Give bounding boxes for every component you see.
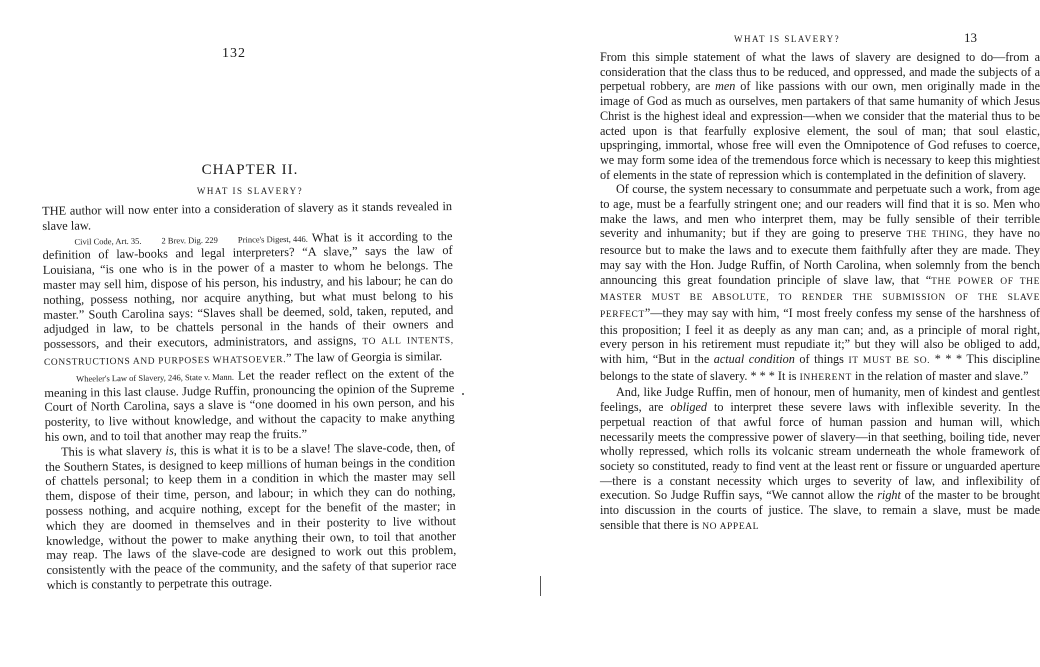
chapter-heading: CHAPTER II. <box>201 162 299 178</box>
running-header: WHAT IS SLAVERY? <box>734 34 841 44</box>
left-paragraph-4-emphasis: is, <box>165 443 177 458</box>
left-paragraph-2-caps: TO ALL INTENTS, CONSTRUCTIONS AND PURPOSES WHATSOEVER. <box>43 336 454 368</box>
right-paragraph-1-emphasis: men <box>715 79 736 94</box>
right-paragraph-3-start: And, like Judge Ruffin, men of honour, men of humanity, men of kindest and gentlest feelings, are <box>600 385 1040 415</box>
right-paragraph-2-caps-2: THE POWER OF THE MASTER MUST BE ABSOLUTE, TO RENDER THE SUBMISSION OF THE SLAVE PERFECT <box>600 276 1040 320</box>
right-paragraph-2-text-4: * * * This discipline belongs to the state of slavery. * * * It is <box>600 352 1040 383</box>
left-page-number: 132 <box>222 46 246 61</box>
right-paragraph-3-emphasis-2: right <box>877 488 901 503</box>
margin-note-princes-digest: Prince's Digest, 446. <box>237 233 308 245</box>
right-paragraph-3 <box>600 385 1040 534</box>
left-paragraph-3-text: Let the reader reflect on the extent of the meaning in this last clause. Judge Ruffin, pronouncing the opinion of the Supreme Court of North Carolina, says a slave is “one doomed in his own person, and his posterity, to live without knowledge, and without the capacity to make anything his own, and to toil that another may reap the fruits.” <box>44 365 455 444</box>
right-paragraph-2-caps-4: INHERENT <box>799 372 852 383</box>
left-paragraph-2-text: What is it according to the definition of law-books and legal interpreters? “A slave,” says the law of Louisiana, “is one who is in the power of a master to whom he belongs. The master may sell him, dispose of his person, his industry, and his labour; he can do nothing, possess nothing, nor acquire anything, but what must belong to his master.” South Carolina says: “Slaves shall be deemed, sold, taken, reputed, and adjudged in law, to be chattels personal in the hands of their owners and possessors, and their executors, administrators, and assigns, <box>42 228 454 352</box>
chapter-subtitle: WHAT IS SLAVERY? <box>196 186 304 196</box>
left-paragraph-2-end: ” The law of Georgia is similar. <box>286 349 443 365</box>
right-page <box>520 0 1040 667</box>
right-paragraph-2 <box>600 182 1040 385</box>
margin-note-brev-dig: 2 Brev. Dig. 229 <box>161 234 218 246</box>
print-speck <box>462 393 464 395</box>
right-paragraph-2-start: Of course, the system necessary to consummate and perpetuate such a work, from age to age, must be a fearfully stringent one; and our readers will find that it is so. Men who make the laws, and men who interpret them, may be fully sensible of their terrible severity and inhumanity; but if they are going to preserve <box>600 182 1040 241</box>
left-paragraph-4-text: this is what it is to be a slave! The slave-code, then, of the Southern States, is designed to keep millions of human beings in the condition of chattels personal; to keep them in a condition in which the master may sell them, dispose of their time, person, and labour; in which they can do nothing, possess nothing, and acquire nothing, except for the benefit of the master; in which they are doomed in themselves and in their posterity to live without knowledge, without the power to make anything their own, to toil that another may reap. The laws of the slave-code are designed to work out this problem, consistently with the peace of the community, and the safety of that superior race which is constantly to perpetrate this outrage. <box>45 439 457 592</box>
left-paragraph-4 <box>45 440 457 593</box>
right-paragraph-3-text-2: of the master to be brought into discussion in the courts of justice. The slave, to remain a slave, must be made sensible that there is <box>600 488 1040 532</box>
right-paragraph-2-emphasis: actual condition <box>713 352 795 367</box>
right-paragraph-2-caps-3: IT MUST BE SO. <box>848 356 931 367</box>
right-paragraph-1 <box>600 50 1040 182</box>
right-paragraph-3-emphasis-1: obliged <box>670 400 707 415</box>
right-paragraph-3-caps: NO APPEAL <box>702 521 760 532</box>
right-paragraph-2-text-2: ”—they may say with him, “I most freely confess my sense of the harshness of this proposition; I feel it as deeply as any man can; and, as a principle of moral right, every person in his retirement must repudiate it;” but they will also be obliged to add, with him, “But in the <box>600 305 1040 367</box>
right-body-text <box>600 50 1040 535</box>
right-page-number: 13 <box>964 30 977 45</box>
left-paragraph-1: THE author will now enter into a consideration of slavery as it stands revealed in slave law. <box>42 198 453 233</box>
margin-note-civil-code: Civil Code, Art. 35. <box>74 235 142 247</box>
right-paragraph-2-text-3: of things <box>799 352 844 367</box>
right-paragraph-2-text-1: they have no resource but to make the laws and to execute them faithfully after they are made. They may say with the Hon. Judge Ruffin, of North Carolina, when solemnly from the bench announcing this great foundation principle of slave law, that “ <box>600 226 1040 287</box>
right-paragraph-2-caps-1: THE THING, <box>906 230 968 241</box>
margin-note-wheelers-law: Wheeler's Law of Slavery, 246, State v. Mann. <box>76 371 235 384</box>
left-body-text <box>42 199 457 593</box>
left-paragraph-2 <box>42 229 454 371</box>
left-paragraph-3 <box>44 366 455 445</box>
right-paragraph-1-start: From this simple statement of what the laws of slavery are designed to do—from a consideration that the class thus to be reduced, and oppressed, and made the subjects of a perpetual robbery, are <box>600 50 1040 94</box>
right-paragraph-1-text: of like passions with our own, men originally made in the image of God as much as ourselves, men partakers of that same humanity of which Jesus Christ is the highest ideal and expression—when we consider that the material thus to be acted upon is that fearfully explosive element, the soul of man; that soul elastic, upspringing, immortal, whose free will even the Omnipotence of God refuses to coerce, we may form some idea of the tremendous force which is necessary to keep this mightiest of elements in the state of repression which is contemplated in the definition of slavery. <box>600 79 1040 182</box>
left-paragraph-4-start: This is what slavery <box>60 443 162 459</box>
right-paragraph-2-end: in the relation of master and slave.” <box>854 368 1029 383</box>
right-paragraph-3-text-1: to interpret these severe laws with inflexible severity. In the perpetual reaction of that awful force of human passion and human will, which necessarily meets the compressive power of slavery—in that seething, boiling tide, never wholly repressed, which rolls its volcanic stream underneath the whole framework of society so constituted, ready to find vent at the least rent or fissure or unguarded aperture—there is a constant necessity which urges to severity of law, and inflexibility of execution. So Judge Ruffin says, “We cannot allow the <box>600 400 1040 503</box>
